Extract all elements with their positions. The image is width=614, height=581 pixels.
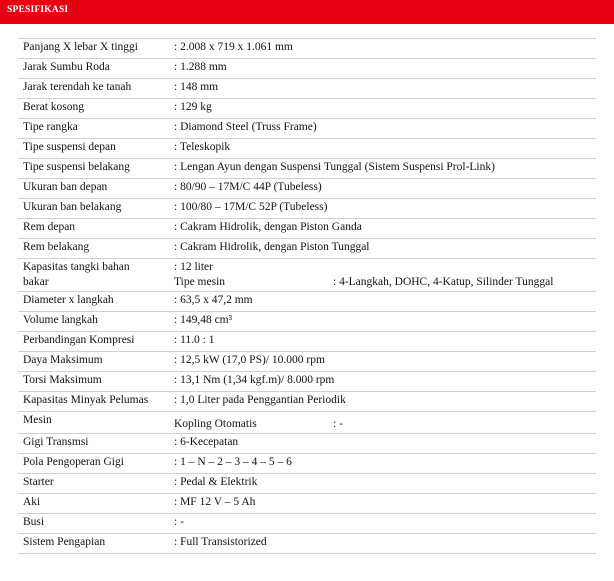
spec-label-line: Daya Maksimum [23, 354, 103, 366]
spec-row [18, 412, 596, 434]
spec-value: : 100/80 – 17M/C 52P (Tubeless) [174, 201, 328, 213]
spec-label-line: Mesin [23, 414, 52, 426]
spec-label [23, 259, 130, 289]
spec-row [18, 494, 596, 514]
spec-value: : 63,5 x 47,2 mm [174, 294, 253, 306]
spec-label [23, 412, 52, 429]
spec-label-line: Tipe rangka [23, 121, 78, 133]
spec-row [18, 352, 596, 372]
spec-row [18, 514, 596, 534]
spec-row [18, 474, 596, 494]
spec-value: : Lengan Ayun dengan Suspensi Tunggal (Sistem Suspensi Prol-Link) [174, 161, 495, 173]
spec-value: : Cakram Hidrolik, dengan Piston Tunggal [174, 241, 370, 253]
spec-label [23, 392, 148, 409]
spec-label-line: Kapasitas tangki bahan [23, 261, 130, 273]
spec-sub-label: Kopling Otomatis [174, 418, 257, 430]
spec-label [23, 39, 138, 56]
spec-label [23, 292, 114, 309]
spec-label [23, 159, 130, 176]
spec-sub-value: : - [333, 418, 343, 430]
spec-row [18, 119, 596, 139]
spec-label-line: Kapasitas Minyak Pelumas [23, 394, 149, 406]
spec-row [18, 219, 596, 239]
spec-value: : 1 – N – 2 – 3 – 4 – 5 – 6 [174, 456, 292, 468]
spec-value: : 80/90 – 17M/C 44P (Tubeless) [174, 181, 322, 193]
spec-value: : Cakram Hidrolik, dengan Piston Ganda [174, 221, 362, 233]
spec-row [18, 139, 596, 159]
spec-row [18, 292, 596, 312]
spec-label-line: Aki [23, 496, 41, 508]
spec-label [23, 199, 121, 216]
spec-label [23, 99, 84, 116]
spec-value: : 149,48 cm³ [174, 314, 233, 326]
spec-value: : Diamond Steel (Truss Frame) [174, 121, 317, 133]
spec-label-line: Tipe suspensi depan [23, 141, 116, 153]
spec-label [23, 454, 124, 471]
spec-label-line: Volume langkah [23, 314, 98, 326]
spec-label-line: Starter [23, 476, 54, 488]
spec-value: : Pedal & Elektrik [174, 476, 258, 488]
spec-row [18, 332, 596, 352]
spec-label [23, 219, 75, 236]
spec-value: : 2.008 x 719 x 1.061 mm [174, 41, 293, 53]
spec-label-line: Pola Pengoperan Gigi [23, 456, 124, 468]
spec-label-line: bakar [23, 276, 49, 288]
spec-label [23, 352, 103, 369]
spec-label-line: Jarak terendah ke tanah [23, 81, 132, 93]
spec-value: : 129 kg [174, 101, 212, 113]
spec-sub-label: Tipe mesin [174, 276, 226, 288]
spec-label-line: Gigi Transmsi [23, 436, 89, 448]
spec-label [23, 312, 98, 329]
spec-header-bar [0, 0, 614, 24]
spec-value: : - [174, 516, 184, 528]
spec-row [18, 159, 596, 179]
spec-row [18, 434, 596, 454]
spec-label [23, 119, 78, 136]
spec-value: : 1,0 Liter pada Penggantian Periodik [174, 394, 346, 406]
spec-value: : Full Transistorized [174, 536, 267, 548]
spec-label [23, 434, 89, 451]
spec-value: : 6-Kecepatan [174, 436, 239, 448]
spec-label [23, 332, 134, 349]
spec-label-line: Rem belakang [23, 241, 90, 253]
spec-label-line: Jarak Sumbu Roda [23, 61, 110, 73]
spec-row [18, 454, 596, 474]
spec-label-line: Sistem Pengapian [23, 536, 106, 548]
spec-row [18, 179, 596, 199]
spec-label-line: Ukuran ban depan [23, 181, 108, 193]
spec-label-line: Diameter x langkah [23, 294, 114, 306]
spec-row [18, 99, 596, 119]
spec-label [23, 514, 44, 531]
spec-label [23, 239, 89, 256]
spec-label-line: Berat kosong [23, 101, 85, 113]
spec-label-line: Torsi Maksimum [23, 374, 102, 386]
spec-label-line: Tipe suspensi belakang [23, 161, 130, 173]
spec-label [23, 474, 54, 491]
spec-value: : MF 12 V – 5 Ah [174, 496, 256, 508]
spec-label [23, 179, 107, 196]
spec-row [18, 38, 596, 59]
spec-value: : 1.288 mm [174, 61, 227, 73]
spec-label [23, 494, 40, 511]
spec-label [23, 534, 105, 551]
spec-label [23, 139, 116, 156]
spec-row [18, 199, 596, 219]
spec-sub-value: : 4-Langkah, DOHC, 4-Katup, Silinder Tunggal [333, 276, 554, 288]
spec-row [18, 259, 596, 292]
spec-label-line: Rem depan [23, 221, 76, 233]
spec-value: : 148 mm [174, 81, 219, 93]
spec-label-line: Perbandingan Kompresi [23, 334, 135, 346]
spec-table [18, 38, 596, 554]
spec-value: : Teleskopik [174, 141, 231, 153]
spec-row [18, 392, 596, 412]
spec-row [18, 534, 596, 554]
spec-label [23, 79, 131, 96]
spec-value: : 12,5 kW (17,0 PS)/ 10.000 rpm [174, 354, 325, 366]
spec-label [23, 372, 102, 389]
spec-row [18, 79, 596, 99]
spec-row [18, 372, 596, 392]
spec-label-line: Busi [23, 516, 45, 528]
spec-value: : 12 liter [174, 261, 213, 273]
spec-header-title: SPESIFIKASI [7, 5, 69, 15]
spec-row [18, 312, 596, 332]
spec-row [18, 59, 596, 79]
spec-label [23, 59, 110, 76]
spec-row [18, 239, 596, 259]
spec-value: : 11.0 : 1 [174, 334, 215, 346]
spec-label-line: Ukuran ban belakang [23, 201, 122, 213]
spec-value: : 13,1 Nm (1,34 kgf.m)/ 8.000 rpm [174, 374, 335, 386]
spec-label-line: Panjang X lebar X tinggi [23, 41, 138, 53]
